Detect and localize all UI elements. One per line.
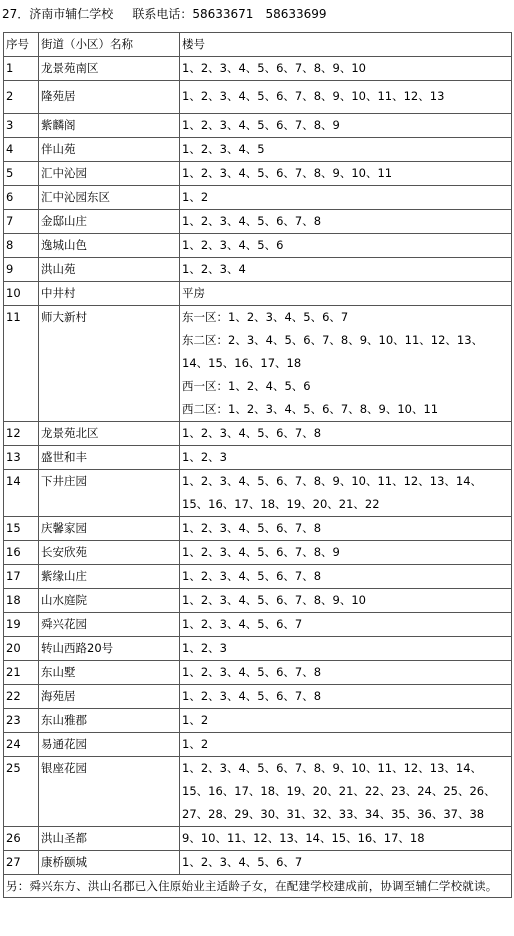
building-line: 1、2、3、4、5、6、7、8、9 xyxy=(182,118,340,132)
row-number xyxy=(4,282,39,306)
community-name-text: 隆苑居 xyxy=(41,89,76,103)
building-line: 1、2、3、4、5、6、7、8、9、10、11 xyxy=(182,166,393,180)
row-number xyxy=(4,422,39,446)
row-number-text: 22 xyxy=(6,689,21,703)
building-line: 1、2、3、4、5、6、7、8、9、10 xyxy=(182,61,366,75)
row-number-text: 14 xyxy=(6,474,21,488)
community-name-text: 东山雅郡 xyxy=(41,713,87,727)
row-number-text: 8 xyxy=(6,238,14,252)
building-numbers xyxy=(180,637,512,661)
row-number-text: 13 xyxy=(6,450,21,464)
building-numbers xyxy=(180,282,512,306)
row-number-text: 19 xyxy=(6,617,21,631)
row-number-text: 25 xyxy=(6,761,21,775)
building-line: 1、2、3 xyxy=(182,641,227,655)
row-number-text: 21 xyxy=(6,665,21,679)
building-numbers xyxy=(180,589,512,613)
building-line: 1、2、3、4、5、6、7、8、9、10、11、12、13、14、 xyxy=(182,474,483,488)
table-row xyxy=(4,685,512,709)
building-numbers xyxy=(180,541,512,565)
header-number: 序号 xyxy=(4,33,39,57)
building-numbers xyxy=(180,613,512,637)
table-row xyxy=(4,138,512,162)
building-numbers xyxy=(180,57,512,81)
row-number-text: 9 xyxy=(6,262,14,276)
table-row xyxy=(4,851,512,875)
building-numbers xyxy=(180,827,512,851)
table-row xyxy=(4,589,512,613)
building-numbers xyxy=(180,114,512,138)
row-number xyxy=(4,306,39,422)
row-number xyxy=(4,613,39,637)
community-name xyxy=(39,517,180,541)
community-name-text: 紫麟阁 xyxy=(41,118,76,132)
table-row xyxy=(4,234,512,258)
community-name xyxy=(39,138,180,162)
table-row xyxy=(4,306,512,422)
building-line: 1、2、3、4、5、6、7、8、9、10、11、12、13、14、 xyxy=(182,761,483,775)
row-number-text: 3 xyxy=(6,118,14,132)
community-name xyxy=(39,57,180,81)
building-numbers xyxy=(180,258,512,282)
community-name-text: 银座花园 xyxy=(41,761,87,775)
row-number xyxy=(4,565,39,589)
row-number-text: 7 xyxy=(6,214,14,228)
row-number-text: 1 xyxy=(6,61,14,75)
community-name xyxy=(39,851,180,875)
community-name-text: 舜兴花园 xyxy=(41,617,87,631)
row-number xyxy=(4,733,39,757)
community-name xyxy=(39,114,180,138)
row-number xyxy=(4,851,39,875)
row-number xyxy=(4,637,39,661)
row-number-text: 15 xyxy=(6,521,21,535)
community-name-text: 洪山圣都 xyxy=(41,831,87,845)
building-numbers xyxy=(180,517,512,541)
community-name xyxy=(39,446,180,470)
building-line: 1、2、3、4、5、6、7、8、9 xyxy=(182,545,340,559)
community-name-text: 转山西路20号 xyxy=(41,641,114,655)
building-line: 14、15、16、17、18 xyxy=(182,356,302,370)
community-name-text: 金邸山庄 xyxy=(41,214,87,228)
note-row xyxy=(4,875,512,898)
table-row xyxy=(4,827,512,851)
community-name-text: 汇中沁园东区 xyxy=(41,190,110,204)
building-numbers xyxy=(180,565,512,589)
table-row xyxy=(4,81,512,114)
table-row xyxy=(4,757,512,827)
community-name xyxy=(39,306,180,422)
community-name-text: 伴山苑 xyxy=(41,142,76,156)
table-row xyxy=(4,709,512,733)
building-line: 东二区：2、3、4、5、6、7、8、9、10、11、12、13、 xyxy=(182,333,484,347)
row-number xyxy=(4,81,39,114)
building-line: 西一区：1、2、4、5、6 xyxy=(182,379,311,393)
table-row xyxy=(4,210,512,234)
row-number-text: 2 xyxy=(6,89,14,103)
row-number-text: 17 xyxy=(6,569,21,583)
building-numbers xyxy=(180,234,512,258)
building-numbers xyxy=(180,138,512,162)
row-number xyxy=(4,685,39,709)
district-table-body xyxy=(4,33,512,898)
phone-numbers: 联系电话：58633671 58633699 xyxy=(132,7,327,21)
community-name xyxy=(39,661,180,685)
building-numbers xyxy=(180,81,512,114)
community-name-text: 汇中沁园 xyxy=(41,166,87,180)
row-number xyxy=(4,138,39,162)
table-row xyxy=(4,446,512,470)
table-row xyxy=(4,613,512,637)
community-name xyxy=(39,565,180,589)
building-line: 1、2、3、4、5、6、7、8 xyxy=(182,521,322,535)
building-line: 1、2、3、4、5、6、7、8 xyxy=(182,569,322,583)
table-row xyxy=(4,637,512,661)
community-name-text: 长安欣苑 xyxy=(41,545,87,559)
building-numbers xyxy=(180,306,512,422)
community-name-text: 龙景苑北区 xyxy=(41,426,99,440)
building-numbers xyxy=(180,661,512,685)
building-line: 1、2 xyxy=(182,737,209,751)
row-number xyxy=(4,709,39,733)
community-name-text: 康桥颐城 xyxy=(41,855,87,869)
row-number xyxy=(4,470,39,517)
community-name xyxy=(39,637,180,661)
community-name-text: 洪山苑 xyxy=(41,262,76,276)
building-numbers xyxy=(180,446,512,470)
community-name-text: 易通花园 xyxy=(41,737,87,751)
row-number xyxy=(4,446,39,470)
community-name-text: 逸城山色 xyxy=(41,238,87,252)
building-line: 1、2 xyxy=(182,190,209,204)
building-line: 1、2、3、4、5、6、7、8 xyxy=(182,214,322,228)
building-line: 东一区：1、2、3、4、5、6、7 xyxy=(182,310,349,324)
note-text: 另：舜兴东方、洪山名郡已入住原始业主适龄子女，在配建学校建成前，协调至辅仁学校就读。 xyxy=(6,879,498,893)
community-name xyxy=(39,709,180,733)
table-row xyxy=(4,186,512,210)
row-number xyxy=(4,589,39,613)
community-name-text: 师大新村 xyxy=(41,310,87,324)
row-number xyxy=(4,210,39,234)
row-number-text: 18 xyxy=(6,593,21,607)
building-line: 1、2、3、4、5、6、7 xyxy=(182,855,303,869)
community-name-text: 东山墅 xyxy=(41,665,76,679)
community-name-text: 山水庭院 xyxy=(41,593,87,607)
row-number-text: 11 xyxy=(6,310,21,324)
building-line: 27、28、29、30、31、32、33、34、35、36、37、38 xyxy=(182,807,485,821)
row-number-text: 27 xyxy=(6,855,21,869)
building-numbers xyxy=(180,186,512,210)
community-name-text: 海苑居 xyxy=(41,689,76,703)
note-cell xyxy=(4,875,512,898)
community-name xyxy=(39,210,180,234)
school-title: 27．济南市辅仁学校 xyxy=(2,7,114,21)
community-name xyxy=(39,282,180,306)
header-buildings: 楼号 xyxy=(180,33,512,57)
header-name: 街道（小区）名称 xyxy=(39,33,180,57)
community-name xyxy=(39,757,180,827)
district-table xyxy=(3,32,512,898)
building-line: 西二区：1、2、3、4、5、6、7、8、9、10、11 xyxy=(182,402,439,416)
community-name xyxy=(39,589,180,613)
community-name xyxy=(39,162,180,186)
row-number xyxy=(4,186,39,210)
table-row xyxy=(4,114,512,138)
phone-spacer xyxy=(113,7,132,21)
row-number-text: 23 xyxy=(6,713,21,727)
building-numbers xyxy=(180,851,512,875)
community-name-text: 盛世和丰 xyxy=(41,450,87,464)
community-name xyxy=(39,733,180,757)
building-line: 1、2、3、4、5、6、7、8、9、10、11、12、13 xyxy=(182,89,445,103)
row-number xyxy=(4,162,39,186)
building-line: 1、2 xyxy=(182,713,209,727)
table-row xyxy=(4,517,512,541)
community-name xyxy=(39,234,180,258)
community-name xyxy=(39,186,180,210)
building-line: 15、16、17、18、19、20、21、22 xyxy=(182,497,380,511)
table-row xyxy=(4,661,512,685)
community-name xyxy=(39,258,180,282)
building-numbers xyxy=(180,733,512,757)
table-row xyxy=(4,733,512,757)
row-number-text: 24 xyxy=(6,737,21,751)
community-name xyxy=(39,422,180,446)
row-number-text: 5 xyxy=(6,166,14,180)
building-line: 15、16、17、18、19、20、21、22、23、24、25、26、 xyxy=(182,784,496,798)
building-numbers xyxy=(180,709,512,733)
building-numbers xyxy=(180,757,512,827)
building-numbers xyxy=(180,422,512,446)
row-number xyxy=(4,258,39,282)
community-name-text: 中井村 xyxy=(41,286,76,300)
table-row xyxy=(4,282,512,306)
building-line: 1、2、3、4、5、6、7、8、9、10 xyxy=(182,593,366,607)
row-number-text: 4 xyxy=(6,142,14,156)
row-number-text: 20 xyxy=(6,641,21,655)
building-numbers xyxy=(180,685,512,709)
school-heading xyxy=(2,6,327,22)
community-name xyxy=(39,685,180,709)
row-number xyxy=(4,661,39,685)
community-name xyxy=(39,827,180,851)
community-name xyxy=(39,613,180,637)
building-line: 1、2、3、4、5、6、7、8 xyxy=(182,665,322,679)
building-numbers xyxy=(180,210,512,234)
table-row xyxy=(4,541,512,565)
community-name xyxy=(39,81,180,114)
building-line: 1、2、3、4、5、6、7、8 xyxy=(182,689,322,703)
table-row xyxy=(4,470,512,517)
table-row xyxy=(4,162,512,186)
table-row xyxy=(4,422,512,446)
row-number xyxy=(4,57,39,81)
community-name xyxy=(39,470,180,517)
table-header-row xyxy=(4,33,512,57)
building-line: 1、2、3、4、5、6 xyxy=(182,238,284,252)
building-line: 9、10、11、12、13、14、15、16、17、18 xyxy=(182,831,425,845)
row-number-text: 26 xyxy=(6,831,21,845)
building-line: 1、2、3 xyxy=(182,450,227,464)
row-number xyxy=(4,234,39,258)
community-name-text: 龙景苑南区 xyxy=(41,61,99,75)
row-number xyxy=(4,541,39,565)
building-line: 平房 xyxy=(182,286,205,300)
building-numbers xyxy=(180,470,512,517)
community-name-text: 紫缘山庄 xyxy=(41,569,87,583)
building-line: 1、2、3、4、5 xyxy=(182,142,265,156)
building-line: 1、2、3、4、5、6、7、8 xyxy=(182,426,322,440)
building-line: 1、2、3、4 xyxy=(182,262,246,276)
building-line: 1、2、3、4、5、6、7 xyxy=(182,617,303,631)
row-number-text: 12 xyxy=(6,426,21,440)
row-number xyxy=(4,757,39,827)
table-row xyxy=(4,57,512,81)
community-name-text: 下井庄园 xyxy=(41,474,87,488)
community-name xyxy=(39,541,180,565)
community-name-text: 庆馨家园 xyxy=(41,521,87,535)
row-number-text: 6 xyxy=(6,190,14,204)
row-number-text: 10 xyxy=(6,286,21,300)
row-number xyxy=(4,114,39,138)
row-number xyxy=(4,517,39,541)
table-row xyxy=(4,258,512,282)
building-numbers xyxy=(180,162,512,186)
row-number xyxy=(4,827,39,851)
table-row xyxy=(4,565,512,589)
row-number-text: 16 xyxy=(6,545,21,559)
